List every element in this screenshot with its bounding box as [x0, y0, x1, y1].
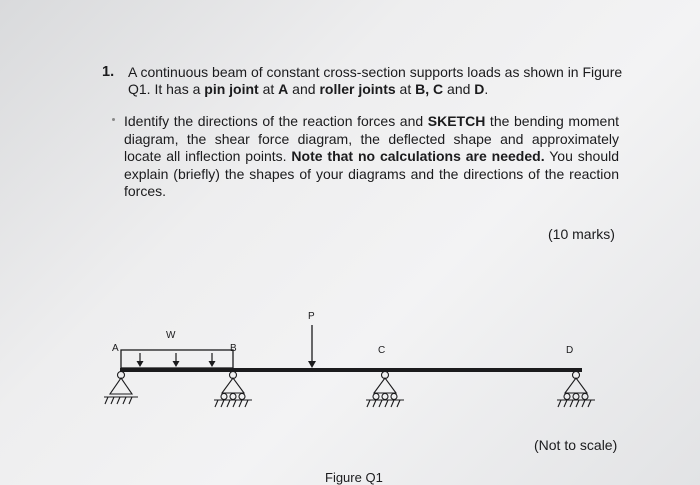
text-run: A continuous beam of constant cross-section supports loads as shown in Figure Q1. It has a: [128, 64, 623, 97]
text-run: pin joint: [204, 81, 259, 97]
distributed-load: [121, 350, 233, 368]
label-d: D: [566, 345, 574, 356]
point-load-p: [308, 325, 316, 368]
text-run: the bending moment diagram, the shear force diagram, the deflected shape and approximately locate all inflection points.: [124, 113, 619, 164]
label-b: B: [230, 343, 237, 354]
pin-support-a: [104, 372, 138, 405]
label-p: P: [308, 311, 315, 322]
text-run: SKETCH: [427, 113, 486, 129]
text-run: Note that no calculations are needed.: [291, 148, 545, 164]
text-run: and: [443, 81, 475, 97]
text-run: D: [474, 81, 485, 97]
question-number: 1.: [102, 64, 115, 80]
text-run: roller joints: [319, 81, 396, 97]
load-arrow: [209, 353, 216, 367]
text-run: B, C: [415, 81, 444, 97]
text-run: .: [484, 81, 489, 97]
text-run: Identify the directions of the reaction forces and: [124, 113, 428, 129]
roller-support-d: [557, 372, 595, 408]
text-run: at: [258, 81, 279, 97]
roller-support-c: [366, 372, 404, 408]
load-arrow: [137, 353, 144, 367]
roller-support-b: [214, 372, 252, 408]
load-arrow: [173, 353, 180, 367]
marks-label: (10 marks): [548, 226, 615, 242]
text-run: and: [288, 81, 320, 97]
not-to-scale-note: (Not to scale): [534, 437, 618, 453]
label-w: W: [166, 330, 176, 341]
text-run: You should explain (briefly) the shapes of your diagrams and the directions of the reaction forces.: [124, 148, 619, 199]
text-run: A: [278, 81, 289, 97]
figure-caption: Figure Q1: [325, 470, 383, 485]
label-a: A: [112, 343, 119, 354]
label-c: C: [378, 345, 386, 356]
text-run: at: [395, 81, 416, 97]
